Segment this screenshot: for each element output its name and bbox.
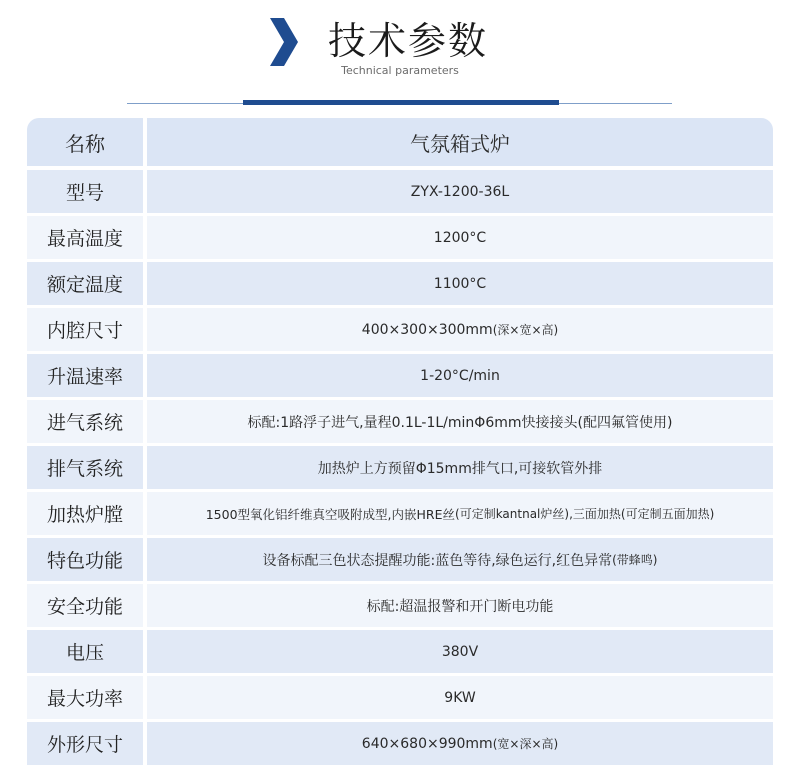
table-row <box>27 538 773 581</box>
row-label: 最高温度 <box>27 216 143 259</box>
row-label: 排气系统 <box>27 446 143 489</box>
row-value: 9KW <box>147 676 773 719</box>
row-label: 型号 <box>27 170 143 213</box>
row-value: 400×300×300mm (深×宽×高) <box>147 308 773 351</box>
table-row <box>27 584 773 627</box>
row-label: 电压 <box>27 630 143 673</box>
row-label: 内腔尺寸 <box>27 308 143 351</box>
row-label: 进气系统 <box>27 400 143 443</box>
row-value: 380V <box>147 630 773 673</box>
table-header-row <box>27 118 773 166</box>
row-note: (可定制kantnal炉丝),三面加热(可定制五面加热) <box>455 507 715 521</box>
row-value: 设备标配三色状态提醒功能:蓝色等待,绿色运行,红色异常 (带蜂鸣) <box>147 538 773 581</box>
table-row <box>27 722 773 765</box>
table-row <box>27 446 773 489</box>
row-label: 升温速率 <box>27 354 143 397</box>
table-row <box>27 216 773 259</box>
page-title: 技术参数 <box>328 19 489 63</box>
row-value: 1100°C <box>147 262 773 305</box>
row-label: 安全功能 <box>27 584 143 627</box>
page-subtitle: Technical parameters <box>341 64 459 77</box>
row-value: ZYX-1200-36L <box>147 170 773 213</box>
table-row <box>27 354 773 397</box>
row-note: (深×宽×高) <box>492 323 559 337</box>
row-value: 1200°C <box>147 216 773 259</box>
table-row <box>27 400 773 443</box>
row-note: (配四氟管使用) <box>577 414 673 431</box>
row-value: 1-20°C/min <box>147 354 773 397</box>
table-row <box>27 630 773 673</box>
row-note: (带蜂鸣) <box>612 553 658 567</box>
row-value: 加热炉上方预留Φ15mm排气口,可接软管外排 <box>147 446 773 489</box>
row-label: 额定温度 <box>27 262 143 305</box>
table-row <box>27 262 773 305</box>
row-label: 特色功能 <box>27 538 143 581</box>
divider-accent <box>243 100 559 105</box>
section-header <box>0 0 800 110</box>
table-row <box>27 170 773 213</box>
row-value: 标配:超温报警和开门断电功能 <box>147 584 773 627</box>
row-value: 640×680×990mm (宽×深×高) <box>147 722 773 765</box>
row-label: 最大功率 <box>27 676 143 719</box>
header-label-cell: 名称 <box>27 118 143 166</box>
table-row <box>27 492 773 535</box>
table-row <box>27 308 773 351</box>
row-label: 加热炉膛 <box>27 492 143 535</box>
row-value: 标配:1路浮子进气,量程0.1L-1L/minΦ6mm快接接头 (配四氟管使用) <box>147 400 773 443</box>
header-value-cell: 气氛箱式炉 <box>147 118 773 166</box>
chevron-right-icon <box>268 16 300 68</box>
row-note: (宽×深×高) <box>492 737 559 751</box>
row-value: 1500型氧化铝纤维真空吸附成型,内嵌HRE丝 (可定制kantnal炉丝),三面加热(可定制五面加热) <box>147 492 773 535</box>
table-row <box>27 676 773 719</box>
row-label: 外形尺寸 <box>27 722 143 765</box>
